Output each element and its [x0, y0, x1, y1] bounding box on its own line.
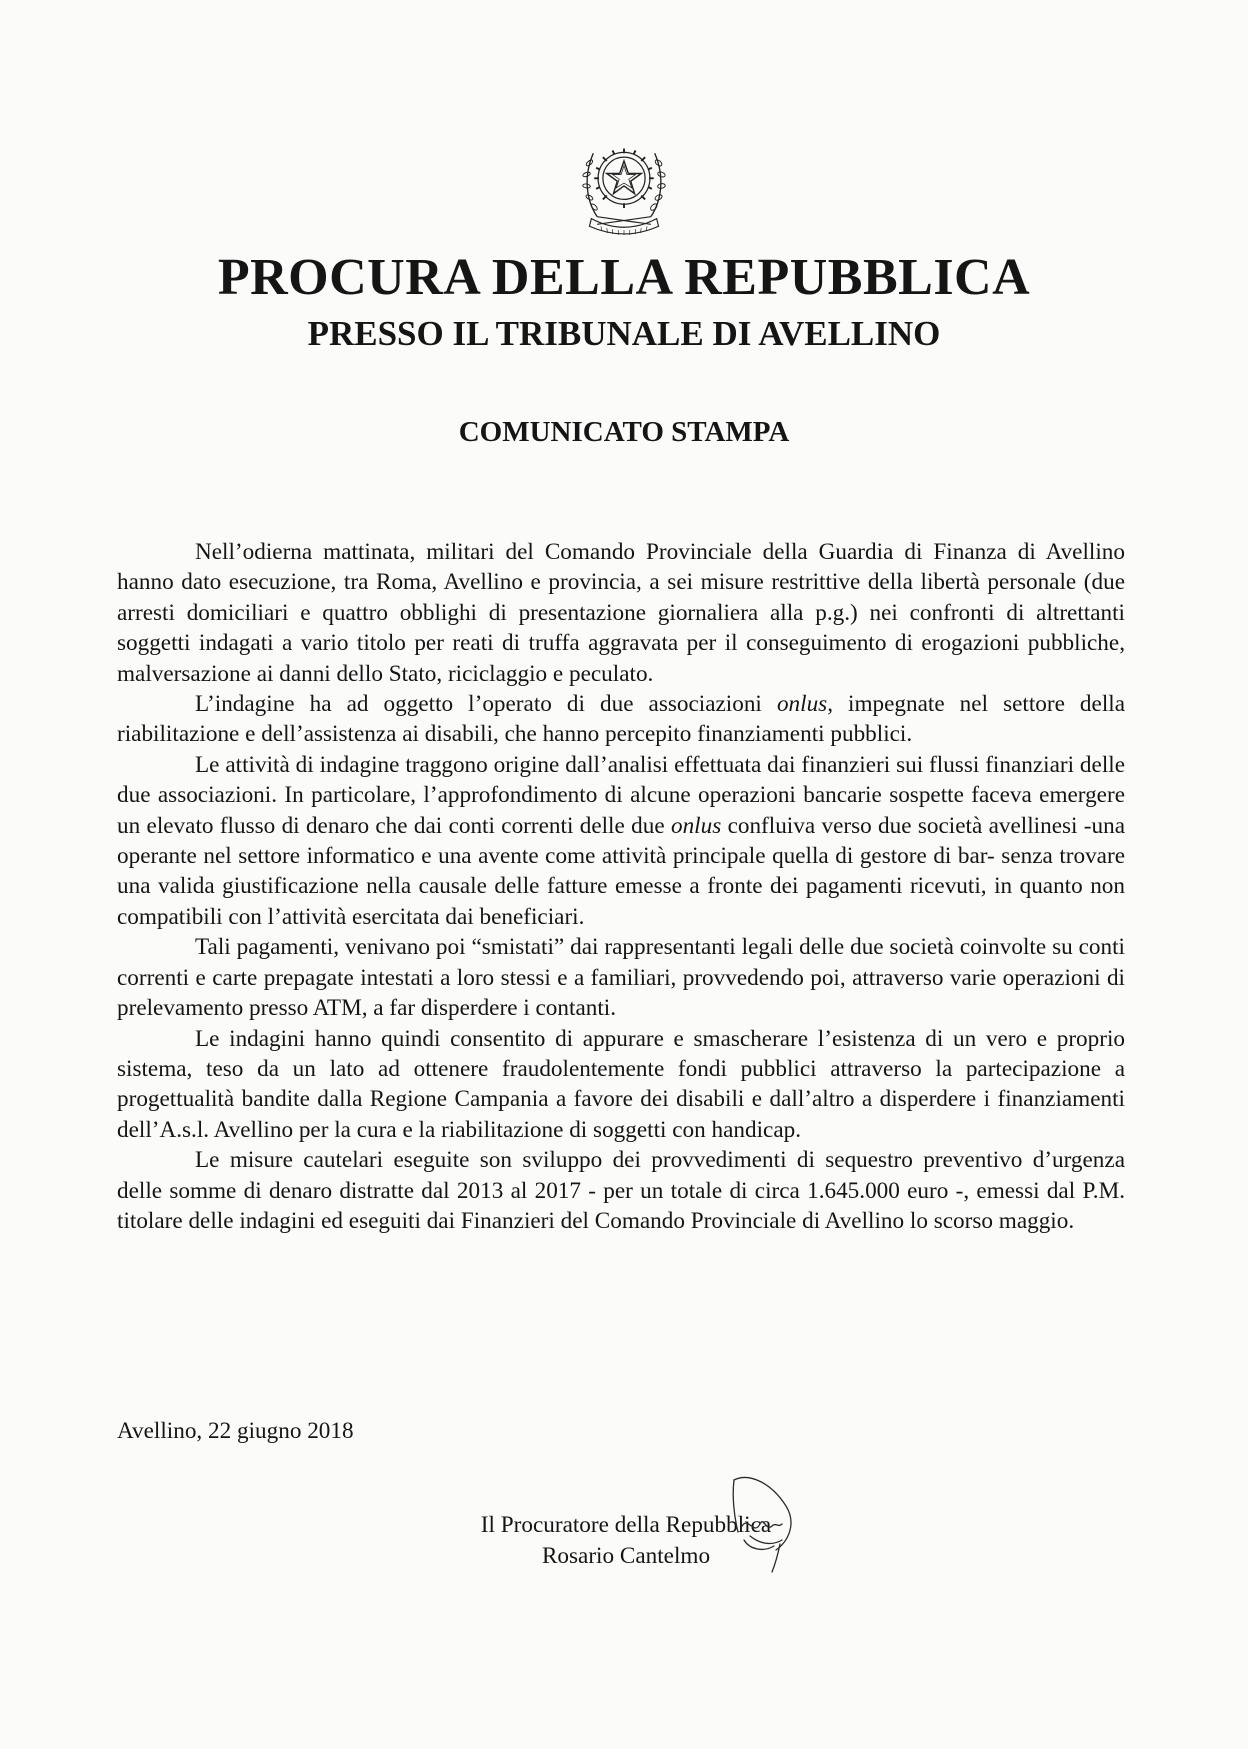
italic-term: onlus	[670, 812, 722, 839]
paragraph: L’indagine ha ad oggetto l’operato di due associazioni onlus, impegnate nel settore della riabilitazione e dell’assistenza ai disabili, che hanno percepito finanziamenti pubblici.	[117, 691, 1125, 748]
office-title: PROCURA DELLA REPUBBLICA	[217, 249, 1031, 306]
document-date: Avellino, 22 giugno 2018	[117, 1418, 354, 1444]
paragraph: Le attività di indagine traggono origine dall’analisi effettuata dai finanzieri sui flussi finanziari delle due associazioni. In particolare, l’approfondimento di alcune operazioni bancarie sospette faceva emergere un elevato flusso di denaro che dai conti correnti delle due onlus confluiva verso due società avellinesi -una operante nel settore informatico e una avente come attività principale quella di gestore di bar- senza trovare una valida giustificazione nella causale delle fatture emesse a fronte dei pagamenti ricevuti, in quanto non compatibili con l’attività esercitata dai beneficiari.	[117, 751, 1125, 930]
signatory-name: Rosario Cantelmo	[541, 1543, 711, 1569]
office-subtitle: PRESSO IL TRIBUNALE DI AVELLINO	[307, 314, 941, 353]
handwritten-signature-icon	[720, 1466, 816, 1576]
paragraph: Le indagini hanno quindi consentito di appurare e smascherare l’esistenza di un vero e proprio sistema, teso da un lato ad ottenere fraudolentemente fondi pubblici attraverso la partecipazione a progettualità bandite dalla Regione Campania a favore dei disabili e dall’altro a disperdere i finanziamenti dell’A.s.l. Avellino per la cura e la riabilitazione di soggetti con handicap.	[117, 1025, 1125, 1143]
document-body	[117, 537, 1125, 1236]
document-heading: COMUNICATO STAMPA	[458, 416, 790, 448]
paragraph: Nell’odierna mattinata, militari del Comando Provinciale della Guardia di Finanza di Avellino hanno dato esecuzione, tra Roma, Avellino e provincia, a sei misure restrittive della libertà personale (due arresti domiciliari e quattro obblighi di presentazione giornaliera alla p.g.) nei confronti di altrettanti soggetti indagati a vario titolo per reati di truffa aggravata per il conseguimento di erogazioni pubbliche, malversazione ai danni dello Stato, riciclaggio e peculato.	[117, 539, 1125, 687]
signatory-role: Il Procuratore della Repubblica	[480, 1512, 772, 1538]
paragraph: Le misure cautelari eseguite son sviluppo dei provvedimenti di sequestro preventivo d’urgenza delle somme di denaro distratte dal 2013 al 2017 - per un totale di circa 1.645.000 euro -, emessi dal P.M. titolare delle indagini ed eseguiti dai Finanzieri del Comando Provinciale di Avellino lo scorso maggio.	[117, 1147, 1125, 1234]
paragraph: Tali pagamenti, venivano poi “smistati” dai rappresentanti legali delle due società coinvolte su conti correnti e carte prepagate intestati a loro stessi e a familiari, provvedendo poi, attraverso varie operazioni di prelevamento presso ATM, a far disperdere i contanti.	[117, 934, 1125, 1022]
italian-republic-emblem-icon	[576, 132, 672, 238]
italic-term: onlus	[776, 691, 828, 718]
